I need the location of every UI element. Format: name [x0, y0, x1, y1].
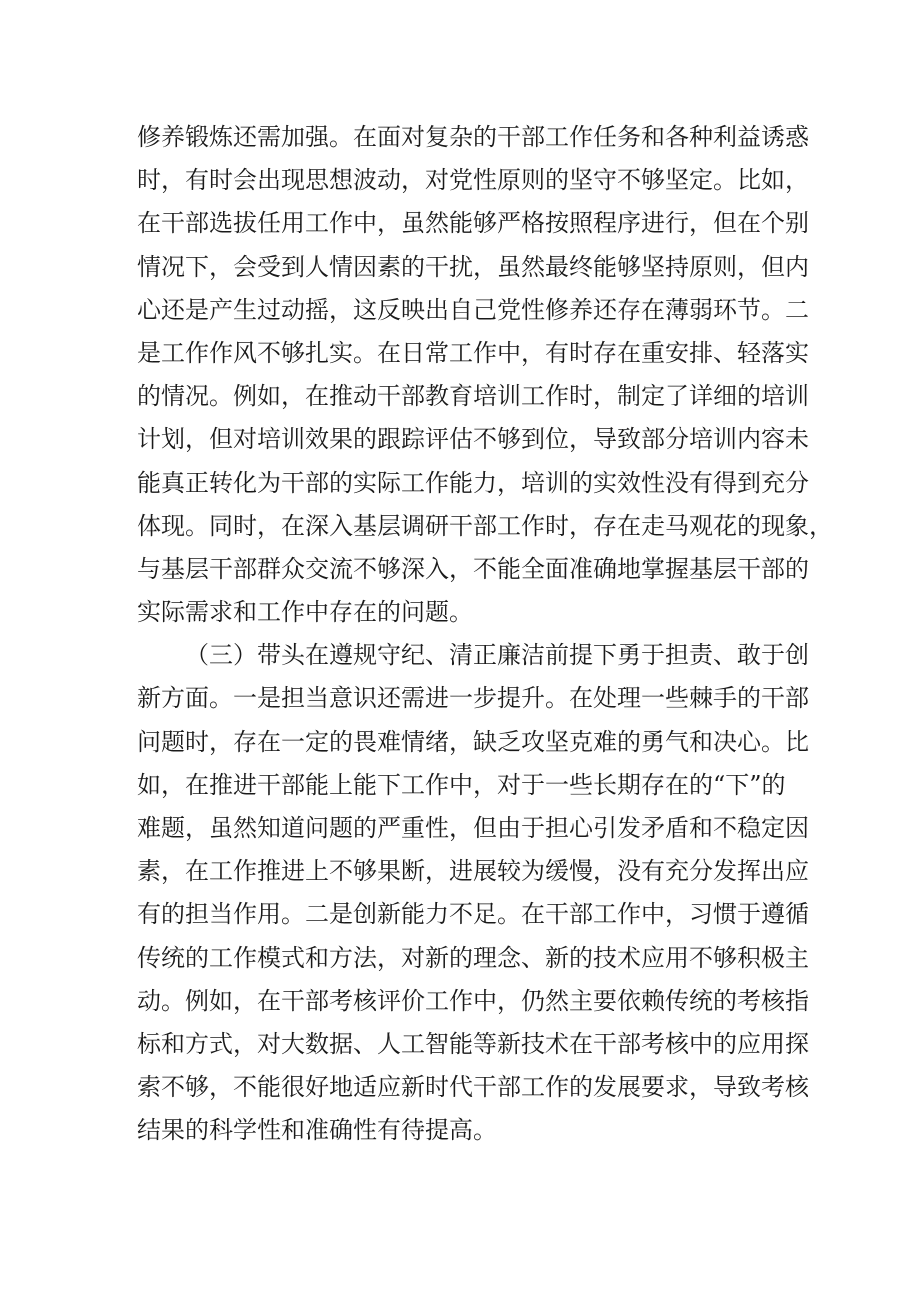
text-line: 情况下，会受到人情因素的干扰，虽然最终能够坚持原则，但内 [137, 252, 809, 281]
text-line: 能真正转化为干部的实际工作能力，培训的实效性没有得到充分 [137, 468, 809, 497]
text-line: 在干部选拔任用工作中，虽然能够严格按照程序进行，但在个别 [137, 209, 809, 238]
text-line: 是工作作风不够扎实。在日常工作中，有时存在重安排、轻落实 [137, 338, 809, 367]
text-line: 与基层干部群众交流不够深入，不能全面准确地掌握基层干部的 [137, 554, 809, 583]
text-line: 问题时，存在一定的畏难情绪，缺乏攻坚克难的勇气和决心。比 [137, 727, 809, 756]
text-line: 新方面。一是担当意识还需进一步提升。在处理一些棘手的干部 [137, 684, 809, 713]
text-line: 难题，虽然知道问题的严重性，但由于担心引发矛盾和不稳定因 [137, 814, 809, 842]
text-line: 修养锻炼还需加强。在面对复杂的干部工作任务和各种利益诱惑 [137, 123, 809, 151]
text-line: 计划，但对培训效果的跟踪评估不够到位，导致部分培训内容未 [137, 425, 809, 454]
text-line: 心还是产生过动摇，这反映出自己党性修养还存在薄弱环节。二 [137, 295, 809, 324]
paragraph-heading-line: （三）带头在遵规守纪、清正廉洁前提下勇于担责、敢于创 [185, 641, 809, 670]
text-line: 体现。同时，在深入基层调研干部工作时，存在走马观花的现象， [137, 511, 833, 540]
text-line: 时，有时会出现思想波动，对党性原则的坚守不够坚定。比如， [137, 166, 809, 195]
text-line: 标和方式，对大数据、人工智能等新技术在干部考核中的应用探 [137, 1029, 809, 1058]
text-line: 实际需求和工作中存在的问题。 [137, 598, 473, 627]
text-line: 素，在工作推进上不够果断，进展较为缓慢，没有充分发挥出应 [137, 857, 809, 886]
text-line: 有的担当作用。二是创新能力不足。在干部工作中，习惯于遵循 [137, 900, 809, 929]
body-text [137, 116, 833, 1153]
text-line: 动。例如，在干部考核评价工作中，仍然主要依赖传统的考核指 [137, 986, 809, 1015]
text-line: 如，在推进干部能上能下工作中，对于一些长期存在的“下”的 [137, 770, 786, 799]
text-line: 结果的科学性和准确性有待提高。 [137, 1116, 497, 1145]
text-line: 传统的工作模式和方法，对新的理念、新的技术应用不够积极主 [137, 943, 809, 972]
text-line: 的情况。例如，在推动干部教育培训工作时，制定了详细的培训 [137, 382, 809, 411]
text-line: 索不够，不能很好地适应新时代干部工作的发展要求，导致考核 [137, 1073, 809, 1102]
